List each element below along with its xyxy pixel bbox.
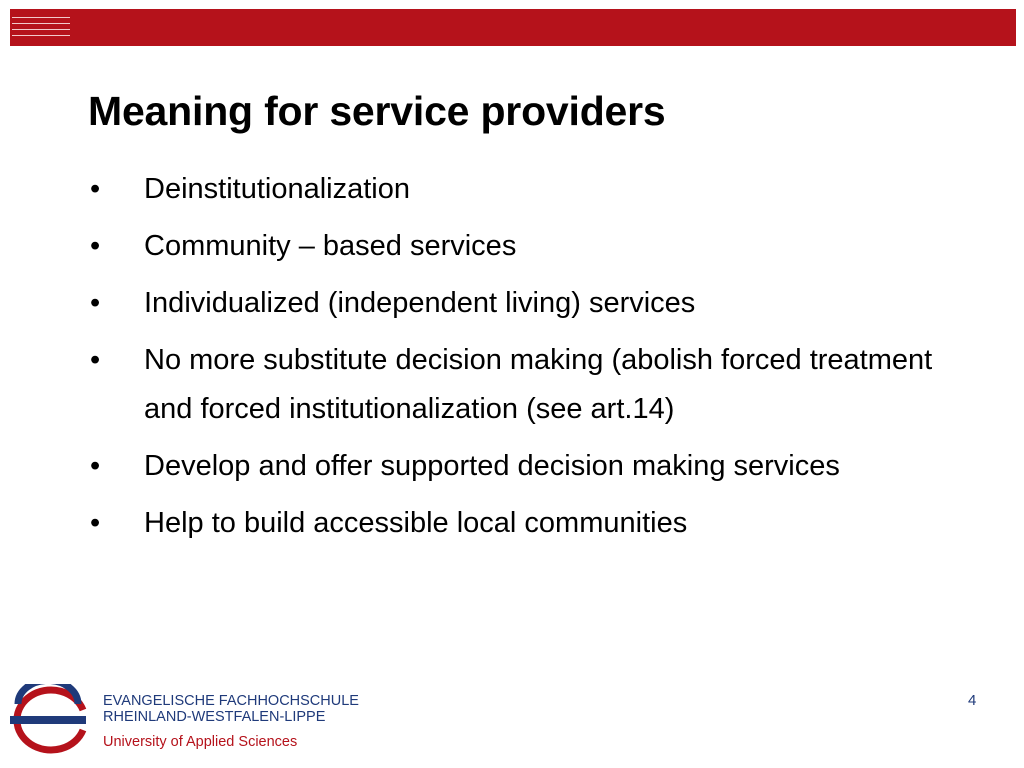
org-line-2: RHEINLAND-WESTFALEN-LIPPE	[103, 709, 326, 725]
org-line-3: University of Applied Sciences	[103, 734, 298, 750]
bullet-list	[88, 165, 988, 556]
org-line-1: EVANGELISCHE FACHHOCHSCHULE	[103, 693, 359, 709]
bullet-item: • Community – based services	[88, 222, 988, 271]
bullet-icon: •	[90, 344, 101, 376]
bullet-icon: •	[90, 450, 101, 482]
bullet-icon: •	[90, 230, 101, 262]
bullet-item: • Deinstitutionalization	[88, 165, 988, 214]
bullet-icon: •	[90, 173, 101, 205]
bullet-item: • Develop and offer supported decision making services	[88, 442, 988, 491]
header-stripes-icon	[12, 17, 70, 41]
bullet-icon: •	[90, 507, 101, 539]
bullet-item: • No more substitute decision making (abolish forced treatment and forced institutionalization (see art.14)	[88, 336, 988, 434]
bullet-icon: •	[90, 287, 101, 319]
slide-title: Meaning for service providers	[88, 88, 666, 134]
bullet-item: • Help to build accessible local communities	[88, 499, 988, 548]
organization-name	[103, 693, 359, 750]
page-number: 4	[968, 692, 977, 709]
evangelische-fh-logo-icon	[8, 684, 88, 756]
bullet-item: • Individualized (independent living) services	[88, 279, 988, 328]
header-bar	[10, 9, 1016, 46]
